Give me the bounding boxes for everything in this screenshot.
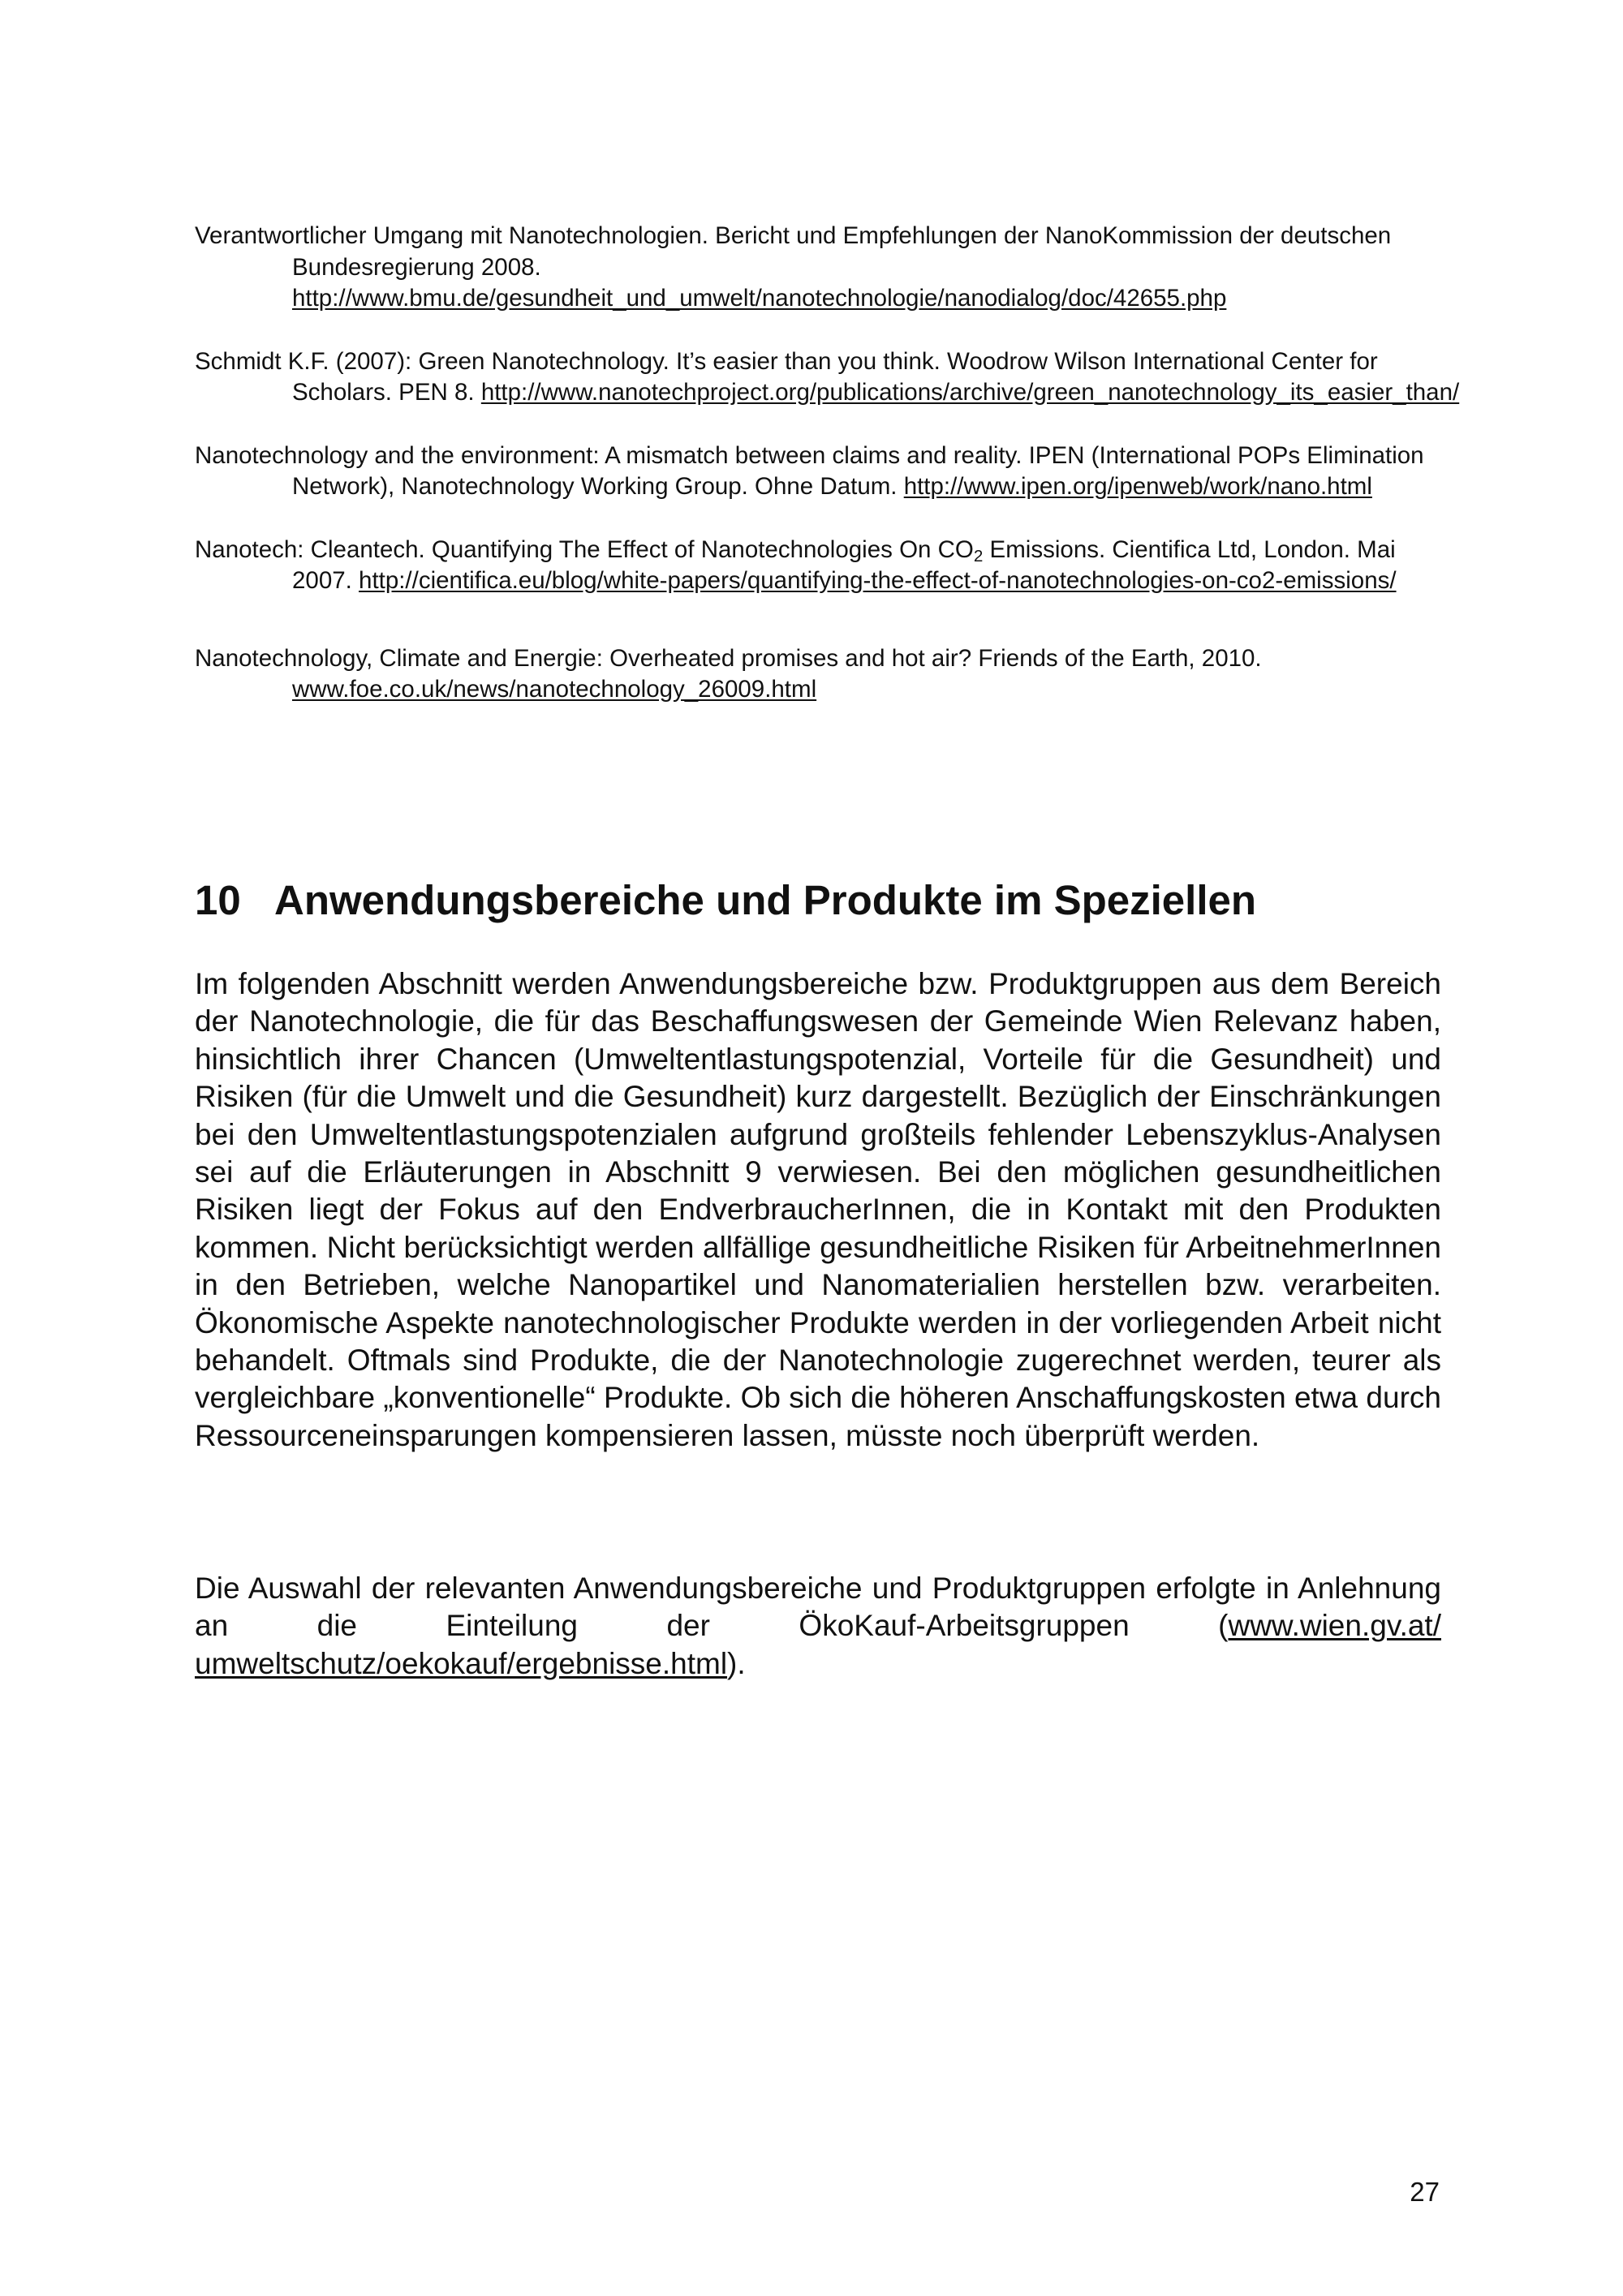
reference-entry: [195, 643, 1461, 706]
reference-link[interactable]: www.foe.co.uk/news/nanotechnology_26009.html: [292, 676, 817, 703]
reference-entry: [195, 346, 1461, 409]
body-paragraph: [195, 1570, 1441, 1683]
reference-link[interactable]: http://cientifica.eu/blog/white-papers/quantifying-the-effect-of-nanotechnologies-on-co2-emissions/: [359, 567, 1397, 594]
reference-list: [195, 221, 1461, 737]
paragraph-text: Die Auswahl der relevanten Anwendungsbereiche und Produktgruppen erfolgte in Anlehnung an die Einteilung der ÖkoKauf-Arbeitsgruppen (: [195, 1572, 1441, 1643]
reference-entry: [195, 535, 1461, 597]
section-heading: [195, 875, 1461, 927]
reference-link[interactable]: http://www.nanotechproject.org/publications/archive/green_nanotechnology_its_easier_than/: [480, 379, 1460, 406]
body-paragraph: Im folgenden Abschnitt werden Anwendungsbereiche bzw. Produktgruppen aus dem Bereich der Nanotechnologie, die für das Beschaffungswesen der Gemeinde Wien Relevanz haben, hinsichtlich ihrer Chancen (Umweltentlastungspotenzial, Vorteile für die Gesundheit) und Risiken (für die Umwelt und die Gesundheit) kurz dargestellt. Bezüglich der Einschränkungen bei den Umweltentlastungspotenzialen aufgrund großteils fehlender Lebenszyklus-Analysen sei auf die Erläuterungen in Abschnitt 9 verwiesen. Bei den möglichen gesundheitlichen Risiken liegt der Fokus auf den EndverbraucherInnen, die in Kontakt mit den Produkten kommen. Nicht berücksichtigt werden allfällige gesundheitliche Risiken für ArbeitnehmerInnen in den Betrieben, welche Nanopartikel und Nanomaterialien herstellen bzw. verarbeiten. Ökonomische Aspekte nanotechnologischer Produkte werden in der vorliegenden Arbeit nicht behandelt. Oftmals sind Produkte, die der Nanotechnologie zugerechnet werden, teurer als vergleichbare „konventionelle“ Produkte. Ob sich die höheren Anschaffungskosten etwa durch Ressourceneinsparungen kompensieren lassen, müsste noch überprüft werden.: [195, 967, 1441, 1452]
section-title: Anwendungsbereiche und Produkte im Speziellen: [274, 877, 1257, 923]
page-number: 27: [1410, 2177, 1440, 2207]
reference-text: Nanotechnology, Climate and Energie: Overheated promises and hot air? Friends of the Earth, 2010.: [195, 644, 1262, 672]
reference-text: Nanotechnology and the environment: A mismatch between claims and reality. IPEN (International POPs Elimination Network), Nanotechnology Working Group. Ohne Datum.: [195, 441, 1424, 500]
paragraph-text: ).: [727, 1646, 746, 1680]
reference-text: Schmidt K.F. (2007): Green Nanotechnology. It’s easier than you think. Woodrow Wilson International Center for Scholars. PEN 8.: [195, 347, 1378, 406]
reference-text: Emissions. Cientifica Ltd, London. Mai 2007.: [292, 535, 1396, 594]
reference-entry: [195, 221, 1461, 315]
subscript-2: 2: [973, 546, 984, 565]
reference-entry: [195, 441, 1461, 503]
reference-text: Verantwortlicher Umgang mit Nanotechnologien. Bericht und Empfehlungen der NanoKommission der deutschen Bundesregierung 2008.: [195, 222, 1392, 281]
section-number: 10: [195, 877, 241, 923]
reference-text: Nanotech: Cleantech. Quantifying The Effect of Nanotechnologies On CO: [195, 535, 974, 563]
reference-link[interactable]: http://www.bmu.de/gesundheit_und_umwelt/nanotechnologie/nanodialog/doc/42655.php: [292, 285, 1227, 312]
oekokauf-link[interactable]: www.wien.gv.at/ umweltschutz/oekokauf/ergebnisse.html: [195, 1609, 1441, 1680]
reference-link[interactable]: http://www.ipen.org/ipenweb/work/nano.html: [903, 473, 1372, 500]
